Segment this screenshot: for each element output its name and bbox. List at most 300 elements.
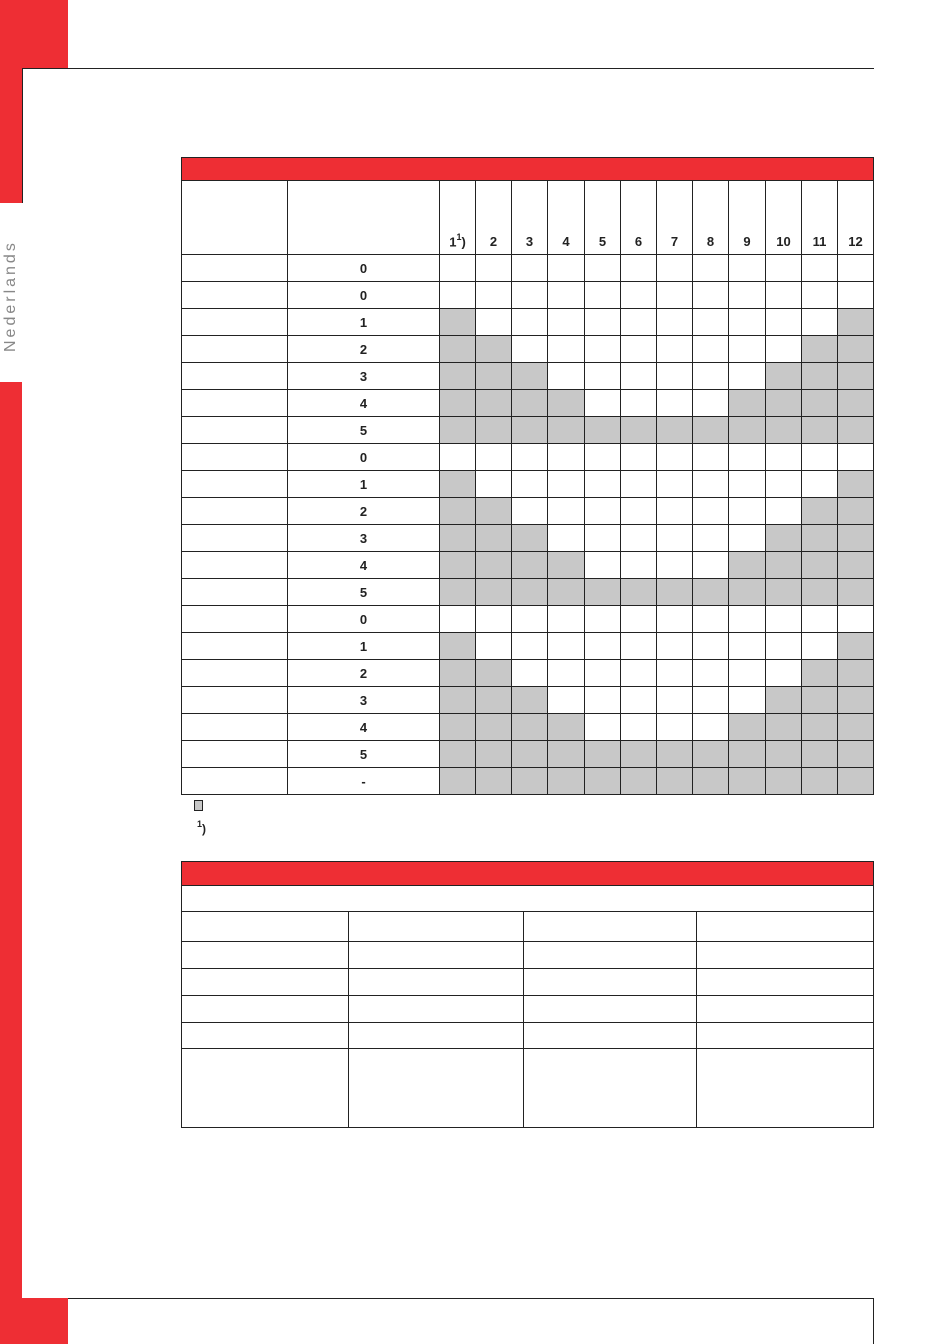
month-cell — [766, 444, 802, 471]
month-header-12: 12 — [838, 181, 874, 255]
month-cell — [512, 714, 548, 741]
table-title-bar — [182, 158, 874, 181]
month-cell — [766, 633, 802, 660]
month-cell — [838, 660, 874, 687]
level-cell: 4 — [288, 714, 440, 741]
month-cell — [802, 741, 838, 768]
table-row — [182, 363, 874, 390]
month-cell — [621, 660, 657, 687]
month-cell — [766, 390, 802, 417]
level-cell: 0 — [288, 255, 440, 282]
month-cell — [693, 498, 729, 525]
level-cell: 4 — [288, 552, 440, 579]
month-cell — [838, 309, 874, 336]
month-cell — [476, 579, 512, 606]
month-cell — [766, 336, 802, 363]
month-cell — [476, 768, 512, 795]
month-cell — [838, 552, 874, 579]
row-label-cell — [182, 714, 288, 741]
month-cell — [548, 282, 585, 309]
month-cell — [440, 768, 476, 795]
month-cell — [585, 363, 621, 390]
month-cell — [802, 498, 838, 525]
month-cell — [512, 309, 548, 336]
month-cell — [802, 660, 838, 687]
month-cell — [512, 525, 548, 552]
month-cell — [766, 687, 802, 714]
month-cell — [585, 714, 621, 741]
month-cell — [693, 525, 729, 552]
level-cell: 2 — [288, 498, 440, 525]
month-cell — [838, 363, 874, 390]
month-cell — [548, 417, 585, 444]
month-header-4: 4 — [548, 181, 585, 255]
month-cell — [548, 633, 585, 660]
level-cell: 1 — [288, 471, 440, 498]
month-cell — [693, 687, 729, 714]
month-cell — [802, 768, 838, 795]
level-cell: 5 — [288, 579, 440, 606]
month-cell — [548, 687, 585, 714]
month-cell — [693, 768, 729, 795]
month-cell — [729, 741, 766, 768]
month-cell — [838, 768, 874, 795]
month-cell — [512, 552, 548, 579]
month-header-11: 11 — [802, 181, 838, 255]
month-cell — [729, 525, 766, 552]
month-cell — [693, 552, 729, 579]
month-cell — [476, 606, 512, 633]
month-cell — [512, 606, 548, 633]
month-cell — [729, 633, 766, 660]
month-cell — [657, 282, 693, 309]
month-cell — [766, 552, 802, 579]
month-cell — [585, 741, 621, 768]
month-cell — [693, 363, 729, 390]
month-cell — [621, 579, 657, 606]
month-cell — [802, 525, 838, 552]
month-cell — [585, 255, 621, 282]
month-cell — [512, 282, 548, 309]
month-cell — [693, 579, 729, 606]
month-cell — [802, 633, 838, 660]
month-cell — [802, 417, 838, 444]
table-col-divider — [696, 911, 697, 1127]
table-row — [182, 255, 874, 282]
level-cell: 4 — [288, 390, 440, 417]
month-cell — [657, 255, 693, 282]
month-cell — [512, 579, 548, 606]
month-cell — [585, 309, 621, 336]
month-cell — [693, 336, 729, 363]
month-cell — [729, 471, 766, 498]
month-cell — [838, 714, 874, 741]
table-row — [182, 768, 874, 795]
row-label-cell — [182, 552, 288, 579]
month-cell — [548, 498, 585, 525]
month-header-3: 3 — [512, 181, 548, 255]
table-row — [182, 309, 874, 336]
red-side-strip-top — [0, 68, 22, 203]
month-cell — [585, 282, 621, 309]
month-cell — [440, 390, 476, 417]
month-cell — [838, 498, 874, 525]
month-cell — [729, 606, 766, 633]
month-cell — [766, 255, 802, 282]
month-cell — [657, 660, 693, 687]
month-cell — [476, 714, 512, 741]
month-cell — [512, 390, 548, 417]
month-cell — [657, 498, 693, 525]
month-cell — [440, 552, 476, 579]
month-cell — [440, 255, 476, 282]
table-row — [182, 687, 874, 714]
month-cell — [802, 309, 838, 336]
table-row — [182, 633, 874, 660]
level-cell: 5 — [288, 741, 440, 768]
month-cell — [802, 363, 838, 390]
month-cell — [585, 660, 621, 687]
row-label-cell — [182, 660, 288, 687]
month-cell — [657, 687, 693, 714]
table-row — [182, 714, 874, 741]
row-label-cell — [182, 498, 288, 525]
month-cell — [621, 444, 657, 471]
month-cell — [766, 417, 802, 444]
red-corner-tab-bottom — [0, 1298, 68, 1344]
month-cell — [729, 552, 766, 579]
month-cell — [585, 444, 621, 471]
month-cell — [585, 552, 621, 579]
level-cell: 0 — [288, 606, 440, 633]
month-cell — [766, 363, 802, 390]
header-cell-blank — [182, 181, 288, 255]
month-cell — [838, 471, 874, 498]
month-header-9: 9 — [729, 181, 766, 255]
month-cell — [585, 336, 621, 363]
month-cell — [548, 714, 585, 741]
table-rule — [182, 1022, 873, 1023]
level-cell: 3 — [288, 525, 440, 552]
month-cell — [729, 498, 766, 525]
table-row — [182, 660, 874, 687]
table-rule — [182, 911, 873, 912]
month-cell — [440, 741, 476, 768]
month-cell — [476, 309, 512, 336]
month-cell — [766, 606, 802, 633]
row-label-cell — [182, 309, 288, 336]
row-label-cell — [182, 579, 288, 606]
month-cell — [766, 498, 802, 525]
season-table — [181, 157, 874, 795]
month-cell — [585, 633, 621, 660]
month-cell — [729, 417, 766, 444]
month-cell — [440, 579, 476, 606]
month-cell — [440, 444, 476, 471]
month-cell — [476, 255, 512, 282]
month-cell — [440, 498, 476, 525]
month-cell — [838, 687, 874, 714]
month-cell — [476, 633, 512, 660]
row-label-cell — [182, 471, 288, 498]
month-cell — [621, 417, 657, 444]
month-cell — [657, 633, 693, 660]
table-row — [182, 282, 874, 309]
month-cell — [802, 390, 838, 417]
row-label-cell — [182, 606, 288, 633]
month-cell — [657, 471, 693, 498]
month-cell — [585, 768, 621, 795]
month-header-6: 6 — [621, 181, 657, 255]
month-cell — [693, 606, 729, 633]
month-cell — [657, 363, 693, 390]
month-cell — [802, 714, 838, 741]
month-cell — [657, 444, 693, 471]
month-cell — [621, 336, 657, 363]
month-cell — [766, 768, 802, 795]
table-col-divider — [348, 911, 349, 1127]
month-cell — [476, 471, 512, 498]
month-cell — [621, 687, 657, 714]
month-cell — [476, 417, 512, 444]
level-cell: 5 — [288, 417, 440, 444]
table-row — [182, 390, 874, 417]
month-cell — [621, 768, 657, 795]
month-cell — [693, 633, 729, 660]
month-cell — [729, 444, 766, 471]
header-rule-vertical — [22, 68, 23, 203]
month-cell — [838, 336, 874, 363]
month-cell — [621, 525, 657, 552]
month-cell — [512, 336, 548, 363]
month-header-8: 8 — [693, 181, 729, 255]
month-cell — [621, 390, 657, 417]
month-cell — [548, 768, 585, 795]
table-row — [182, 606, 874, 633]
month-header-10: 10 — [766, 181, 802, 255]
month-cell — [838, 606, 874, 633]
month-cell — [512, 498, 548, 525]
table-row — [182, 552, 874, 579]
month-cell — [838, 444, 874, 471]
month-cell — [657, 552, 693, 579]
table-row — [182, 336, 874, 363]
month-cell — [657, 336, 693, 363]
month-cell — [802, 255, 838, 282]
month-cell — [802, 444, 838, 471]
month-cell — [693, 741, 729, 768]
table-title-bar — [182, 862, 873, 886]
month-cell — [476, 552, 512, 579]
row-label-cell — [182, 363, 288, 390]
table-row — [182, 444, 874, 471]
month-cell — [476, 741, 512, 768]
row-label-cell — [182, 525, 288, 552]
month-cell — [621, 255, 657, 282]
month-cell — [548, 606, 585, 633]
month-cell — [621, 363, 657, 390]
month-header-1: $1^1$) — [440, 181, 476, 255]
month-cell — [440, 309, 476, 336]
month-cell — [585, 525, 621, 552]
month-cell — [729, 579, 766, 606]
table-row — [182, 471, 874, 498]
month-cell — [512, 633, 548, 660]
month-cell — [512, 768, 548, 795]
month-cell — [838, 579, 874, 606]
table-rule — [182, 1048, 873, 1049]
month-cell — [585, 390, 621, 417]
month-header-5: 5 — [585, 181, 621, 255]
month-cell — [838, 255, 874, 282]
month-cell — [802, 606, 838, 633]
month-header-2: 2 — [476, 181, 512, 255]
month-cell — [476, 687, 512, 714]
header-cell-blank — [288, 181, 440, 255]
month-cell — [657, 714, 693, 741]
header-rule — [22, 68, 874, 69]
second-table — [181, 861, 874, 1128]
row-label-cell — [182, 390, 288, 417]
month-cell — [512, 417, 548, 444]
row-label-cell — [182, 336, 288, 363]
footer-rule-vertical — [873, 1298, 874, 1344]
month-header-row — [182, 181, 874, 255]
month-cell — [766, 660, 802, 687]
month-cell — [512, 471, 548, 498]
month-cell — [693, 390, 729, 417]
month-cell — [766, 471, 802, 498]
month-cell — [693, 660, 729, 687]
month-cell — [548, 525, 585, 552]
table-col-divider — [523, 911, 524, 1127]
month-cell — [440, 336, 476, 363]
month-cell — [657, 579, 693, 606]
table-rule — [182, 968, 873, 969]
red-corner-tab-top — [0, 0, 68, 68]
table-row — [182, 417, 874, 444]
month-cell — [440, 363, 476, 390]
table-row — [182, 498, 874, 525]
row-label-cell — [182, 687, 288, 714]
month-cell — [621, 309, 657, 336]
month-cell — [548, 255, 585, 282]
month-cell — [512, 687, 548, 714]
footnote-marker: $^1$) — [197, 819, 207, 836]
month-cell — [440, 606, 476, 633]
month-cell — [729, 309, 766, 336]
month-cell — [838, 282, 874, 309]
month-cell — [621, 714, 657, 741]
month-cell — [476, 363, 512, 390]
month-cell — [512, 444, 548, 471]
language-side-label: Nederlands — [2, 240, 19, 352]
month-cell — [621, 606, 657, 633]
month-cell — [440, 714, 476, 741]
month-cell — [657, 768, 693, 795]
month-cell — [838, 525, 874, 552]
month-cell — [693, 282, 729, 309]
month-cell — [766, 309, 802, 336]
month-cell — [548, 552, 585, 579]
month-cell — [476, 282, 512, 309]
row-label-cell — [182, 633, 288, 660]
month-cell — [548, 579, 585, 606]
month-cell — [476, 336, 512, 363]
month-cell — [548, 390, 585, 417]
month-cell — [657, 741, 693, 768]
row-label-cell — [182, 741, 288, 768]
month-cell — [621, 498, 657, 525]
level-cell: - — [288, 768, 440, 795]
level-cell: 3 — [288, 687, 440, 714]
month-cell — [585, 606, 621, 633]
shaded-legend-swatch — [194, 800, 203, 811]
month-cell — [512, 741, 548, 768]
month-cell — [729, 282, 766, 309]
month-cell — [729, 363, 766, 390]
month-cell — [440, 660, 476, 687]
level-cell: 2 — [288, 336, 440, 363]
month-cell — [838, 390, 874, 417]
table-row — [182, 741, 874, 768]
month-cell — [766, 714, 802, 741]
month-cell — [548, 444, 585, 471]
level-cell: 2 — [288, 660, 440, 687]
month-cell — [440, 417, 476, 444]
month-cell — [476, 660, 512, 687]
month-cell — [476, 390, 512, 417]
month-cell — [548, 363, 585, 390]
month-cell — [548, 741, 585, 768]
month-cell — [729, 768, 766, 795]
month-cell — [693, 309, 729, 336]
month-cell — [512, 255, 548, 282]
month-cell — [729, 390, 766, 417]
row-label-cell — [182, 255, 288, 282]
season-table-body — [182, 255, 874, 795]
month-cell — [548, 471, 585, 498]
row-label-cell — [182, 417, 288, 444]
month-cell — [657, 309, 693, 336]
month-cell — [657, 417, 693, 444]
month-cell — [802, 579, 838, 606]
month-cell — [440, 633, 476, 660]
month-cell — [621, 282, 657, 309]
month-cell — [838, 417, 874, 444]
month-cell — [440, 687, 476, 714]
row-label-cell — [182, 282, 288, 309]
footer-rule — [68, 1298, 874, 1299]
month-cell — [766, 282, 802, 309]
month-cell — [729, 660, 766, 687]
month-cell — [440, 282, 476, 309]
month-cell — [729, 255, 766, 282]
month-cell — [729, 714, 766, 741]
month-cell — [621, 552, 657, 579]
month-cell — [585, 471, 621, 498]
month-cell — [476, 525, 512, 552]
month-cell — [838, 741, 874, 768]
table-row — [182, 579, 874, 606]
row-label-cell — [182, 444, 288, 471]
month-cell — [585, 417, 621, 444]
month-cell — [802, 471, 838, 498]
month-cell — [693, 471, 729, 498]
month-cell — [548, 309, 585, 336]
month-cell — [585, 498, 621, 525]
table-rule — [182, 995, 873, 996]
